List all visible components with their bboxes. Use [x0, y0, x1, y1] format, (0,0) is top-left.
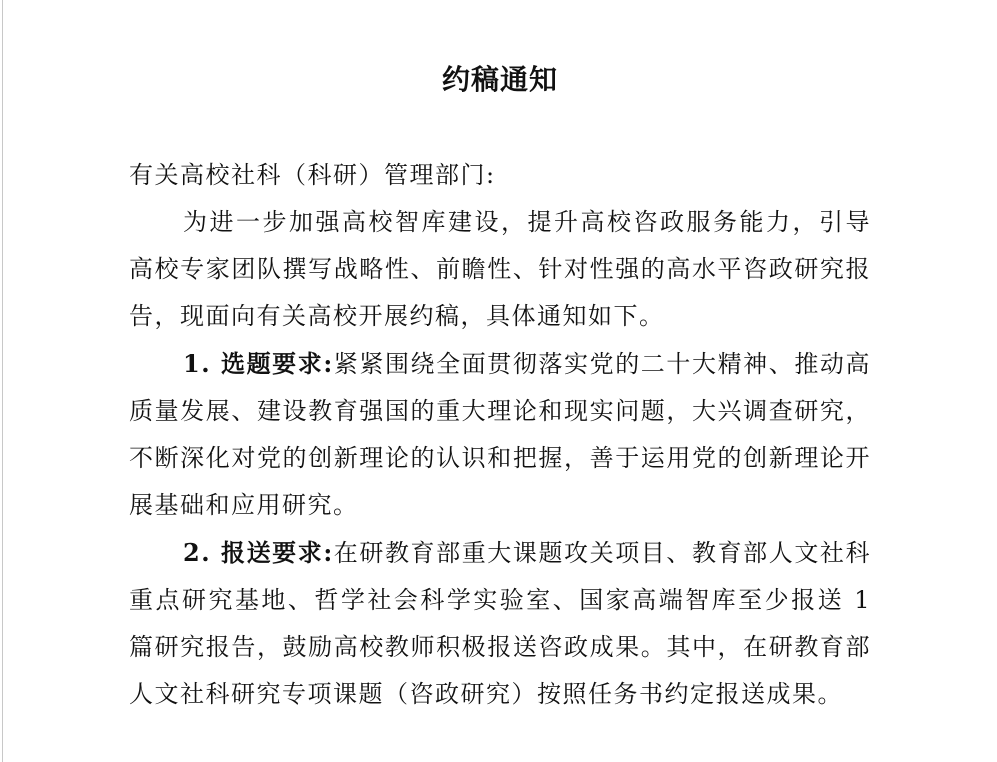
section-selection-requirements: [129, 340, 871, 529]
section-heading: 2. 报送要求:: [183, 538, 334, 567]
page-left-edge: [2, 0, 3, 762]
salutation: 有关高校社科（科研）管理部门:: [129, 161, 496, 189]
section-submission-requirements: [129, 529, 871, 718]
document-title: 约稿通知: [441, 63, 558, 96]
section-text: 紧紧围绕全面贯彻落实党的二十大精神、推动高质量发展、建设教育强国的重大理论和现实问题，大兴调查研究，不断深化对党的创新理论的认识和把握，善于运用党的创新理论开展基础和应用研究。: [129, 350, 871, 519]
section-text: 在研教育部重大课题攻关项目、教育部人文社科重点研究基地、哲学社会科学实验室、国家高端智库至少报送 1 篇研究报告，鼓励高校教师积极报送咨政成果。其中，在研教育部人文社科研究专项课题（咨政研究）按照任务书约定报送成果。: [129, 539, 871, 708]
section-heading: 1. 选题要求:: [183, 349, 334, 378]
intro-paragraph: 为进一步加强高校智库建设，提升高校咨政服务能力，引导高校专家团队撰写战略性、前瞻性、针对性强的高水平咨政研究报告，现面向有关高校开展约稿，具体通知如下。: [129, 208, 871, 330]
document-body: [129, 152, 871, 718]
